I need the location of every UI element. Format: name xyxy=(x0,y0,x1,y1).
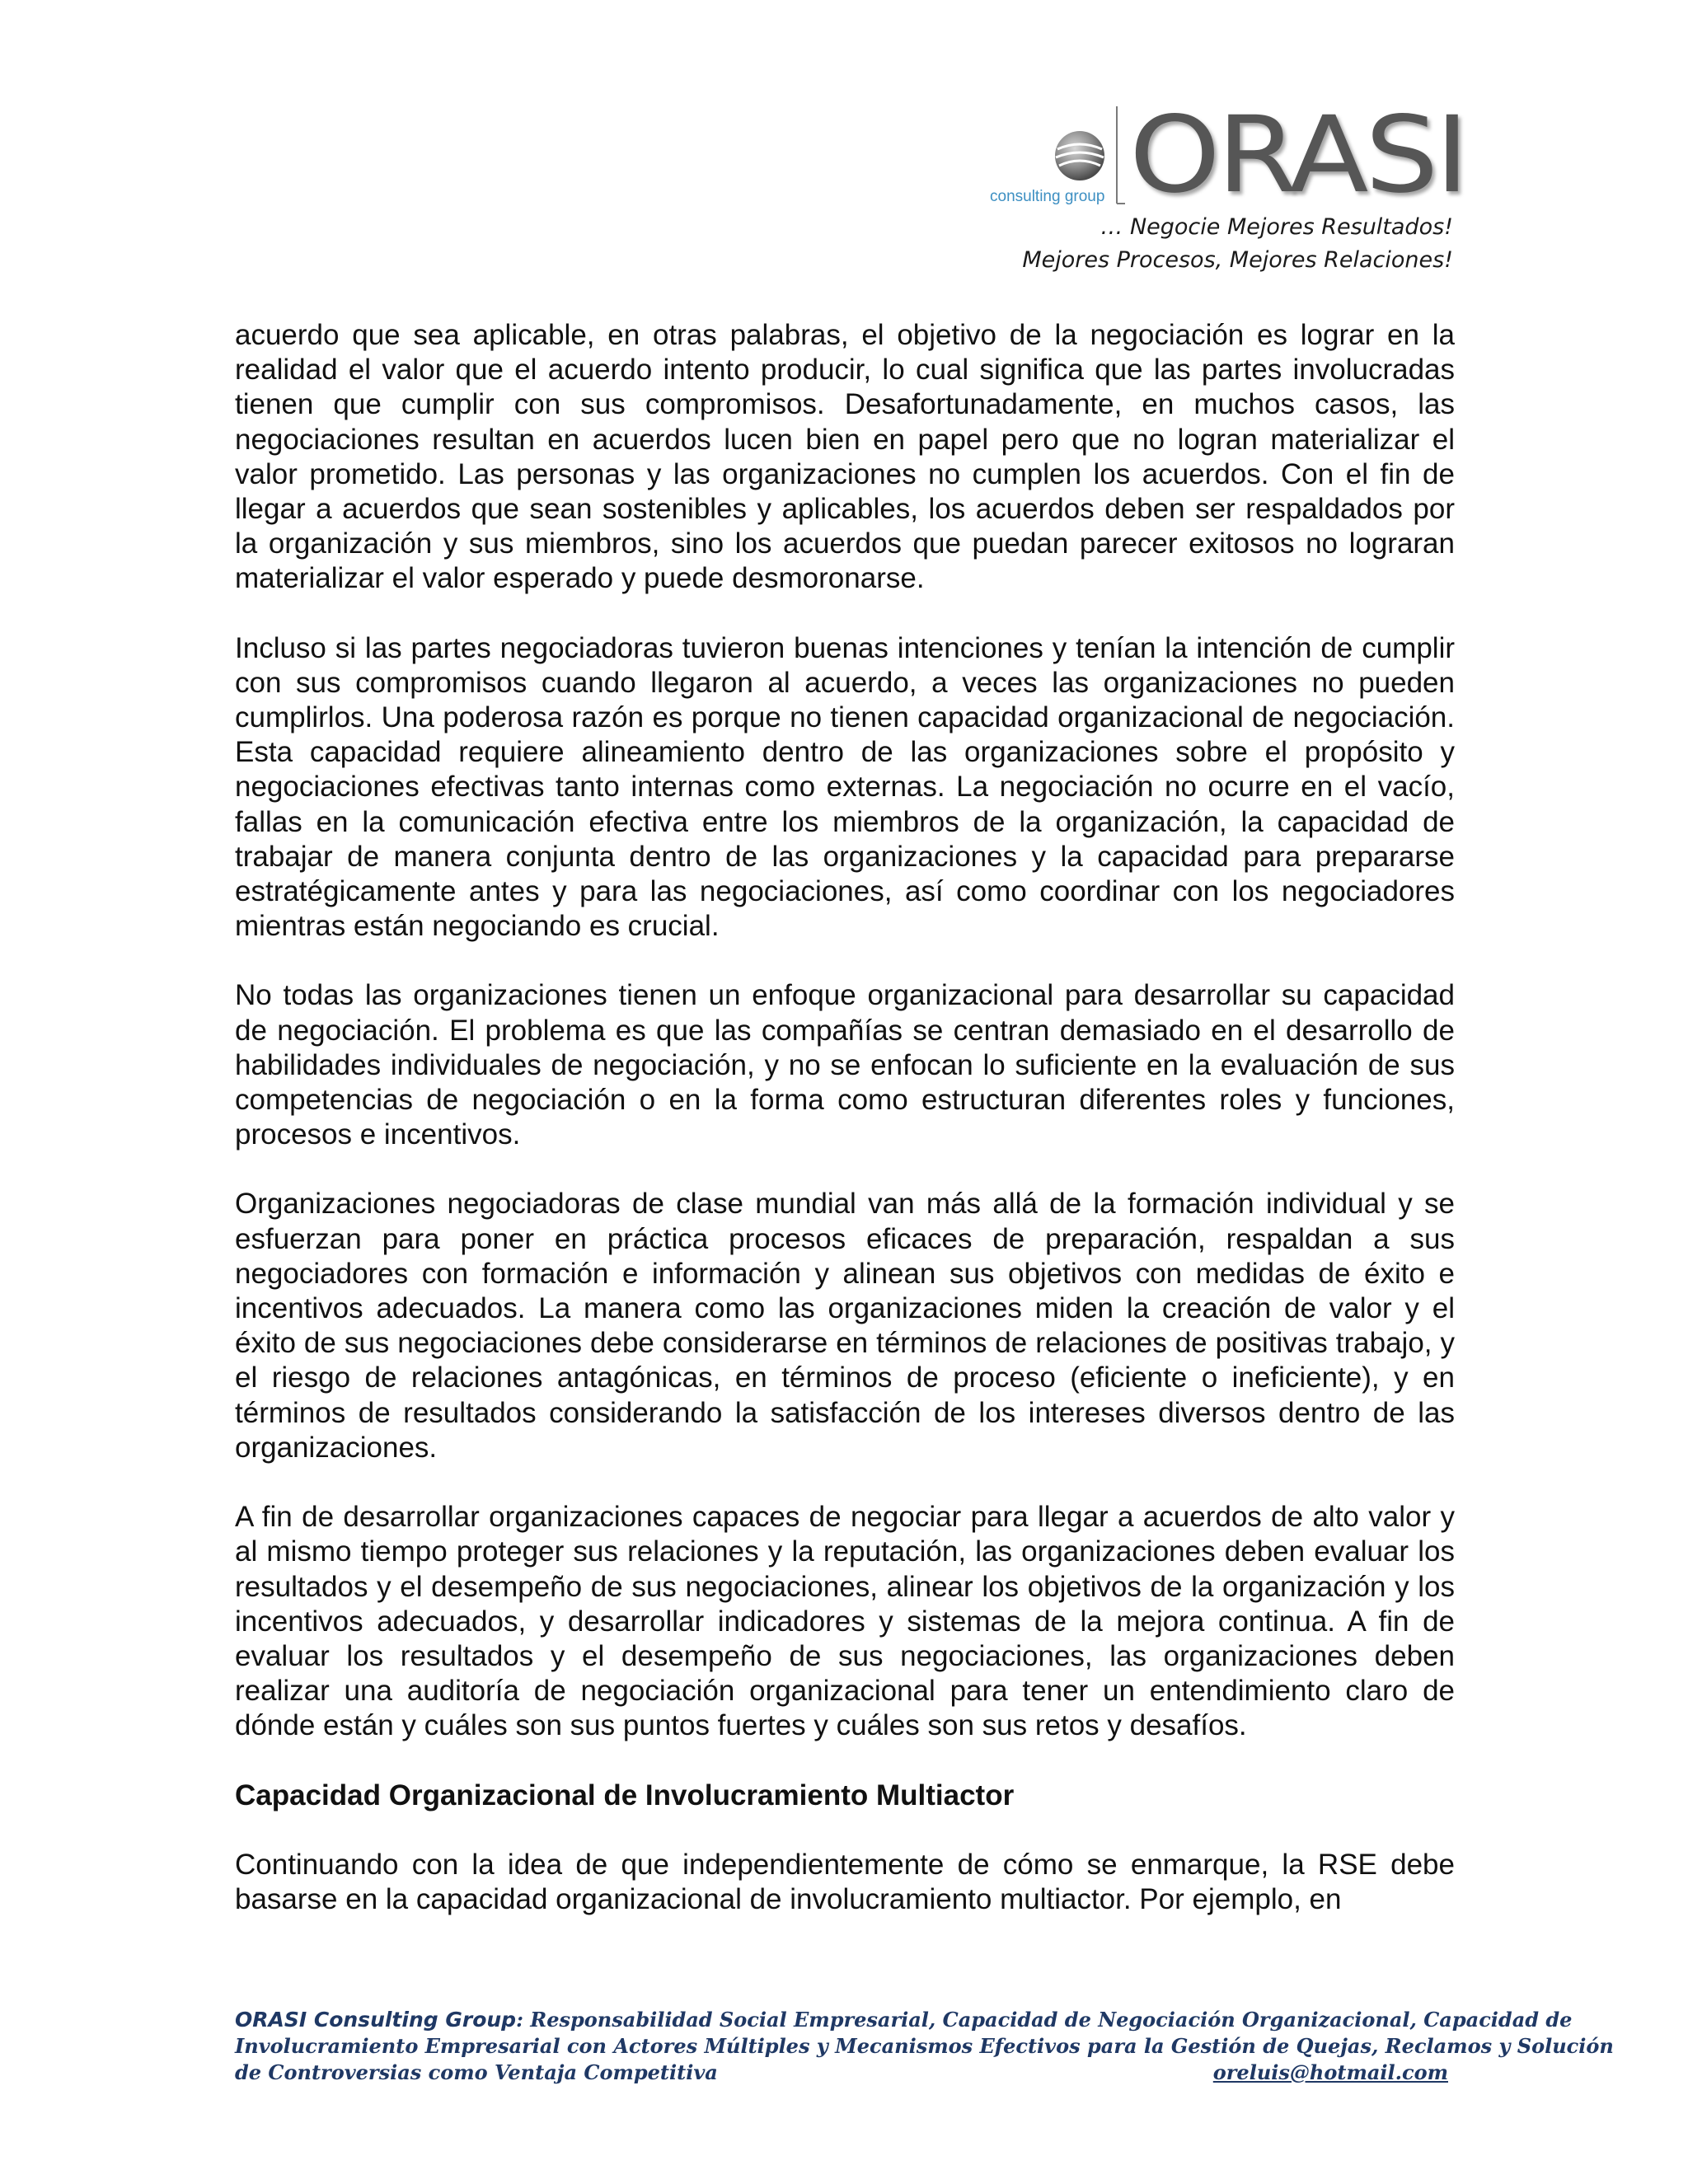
footer-line-2: Involucramiento Empresarial con Actores Múltiples y Mecanismos Efectivos para la Gestión de Quejas, Reclamos y Solución xyxy=(235,2034,1614,2058)
body-paragraph: Organizaciones negociadoras de clase mundial van más allá de la formación individual y se esfuerzan para poner en práctica procesos eficaces de preparación, respaldan a sus negociadores con formación e información y alinean sus objetivos con medidas de éxito e incentivos adecuados. La manera como las organizaciones miden la creación de valor y el éxito de sus negociaciones debe considerarse en términos de relaciones de positivas trabajo, y el riesgo de relaciones antagónicas, en términos de proceso (eficiente o ineficiente), y en términos de resultados considerando la satisfacción de los intereses diversos dentro de las organizaciones. xyxy=(235,1188,1455,1464)
body-paragraph: acuerdo que sea aplicable, en otras palabras, el objetivo de la negociación es lograr en la realidad el valor que el acuerdo intento producir, lo cual significa que las partes involucradas tienen que cumplir con sus compromisos. Desafortunadamente, en muchos casos, las negociaciones resultan en acuerdos lucen bien en papel pero que no logran materializar el valor prometido. Las personas y las organizaciones no cumplen los acuerdos. Con el fin de llegar a acuerdos que sean sostenibles y aplicables, los acuerdos deben ser respaldados por la organización y sus miembros, sino los acuerdos que puedan parecer exitosos no lograran materializar el valor esperado y puede desmoronarse. xyxy=(235,319,1455,595)
document-body xyxy=(235,318,1455,1952)
tagline-line-1: … Negocie Mejores Resultados! xyxy=(1100,214,1453,240)
logo-subtitle: consulting group xyxy=(990,188,1105,205)
tagline-line-2: Mejores Procesos, Mejores Relaciones! xyxy=(1022,247,1453,273)
footer-line-1 xyxy=(235,2007,1573,2033)
footer-brand: ORASI Consulting Group xyxy=(235,2008,517,2032)
email-link[interactable]: oreluis@hotmail.com xyxy=(1212,2060,1448,2084)
body-paragraph: No todas las organizaciones tienen un enfoque organizacional para desarrollar su capacidad de negociación. El problema es que las compañías se centran demasiado en el desarrollo de habilidades individuales de negociación, y no se enfocan lo suficiente en la evaluación de sus competencias de negociación o en la forma como estructuran diferentes roles y funciones, procesos e incentivos. xyxy=(235,979,1455,1151)
footer-text-1: : Responsabilidad Social Empresarial, Capacidad de Negociación Organizacional, Capacidad de xyxy=(516,2008,1573,2032)
closing-paragraph: Continuando con la idea de que independientemente de cómo se enmarque, la RSE debe basarse en la capacidad organizacional de involucramiento multiactor. Por ejemplo, en xyxy=(235,1848,1455,1915)
logo-wordmark: ORASI xyxy=(1129,94,1466,217)
orasi-logo xyxy=(985,94,1466,217)
body-paragraph: Incluso si las partes negociadoras tuvieron buenas intenciones y tenían la intención de cumplir con sus compromisos cuando llegaron al acuerdo, a veces las organizaciones no pueden cumplirlos. Una poderosa razón es porque no tienen capacidad organizacional de negociación. Esta capacidad requiere alineamiento dentro de las organizaciones sobre el propósito y negociaciones efectivas tanto internas como externas. La negociación no ocurre en el vacío, fallas en la comunicación efectiva entre los miembros de la organización, la capacidad de trabajar de manera conjunta dentro de las organizaciones y la capacidad para prepararse estratégicamente antes y para las negociaciones, así como coordinar con los negociadores mientras están negociando es crucial. xyxy=(235,631,1455,943)
page-footer xyxy=(235,2007,1614,2086)
footer-line-3 xyxy=(235,2060,1455,2086)
footer-text-3: de Controversias como Ventaja Competitiva xyxy=(235,2060,718,2084)
section-heading: Capacidad Organizacional de Involucramiento Multiactor xyxy=(235,1779,1015,1811)
page-header xyxy=(0,0,1688,284)
body-paragraph: A fin de desarrollar organizaciones capaces de negociar para llegar a acuerdos de alto valor y al mismo tiempo proteger sus relaciones y la reputación, las organizaciones deben evaluar los resultados y el desempeño de sus negociaciones, alinear los objetivos de la organización y los incentivos adecuados, y desarrollar indicadores y sistemas de la mejora continua. A fin de evaluar los resultados y el desempeño de sus negociaciones, las organizaciones deben realizar una auditoría de negociación organizacional para tener un entendimiento claro de dónde están y cuáles son sus puntos fuertes y cuáles son sus retos y desafíos. xyxy=(235,1501,1455,1742)
